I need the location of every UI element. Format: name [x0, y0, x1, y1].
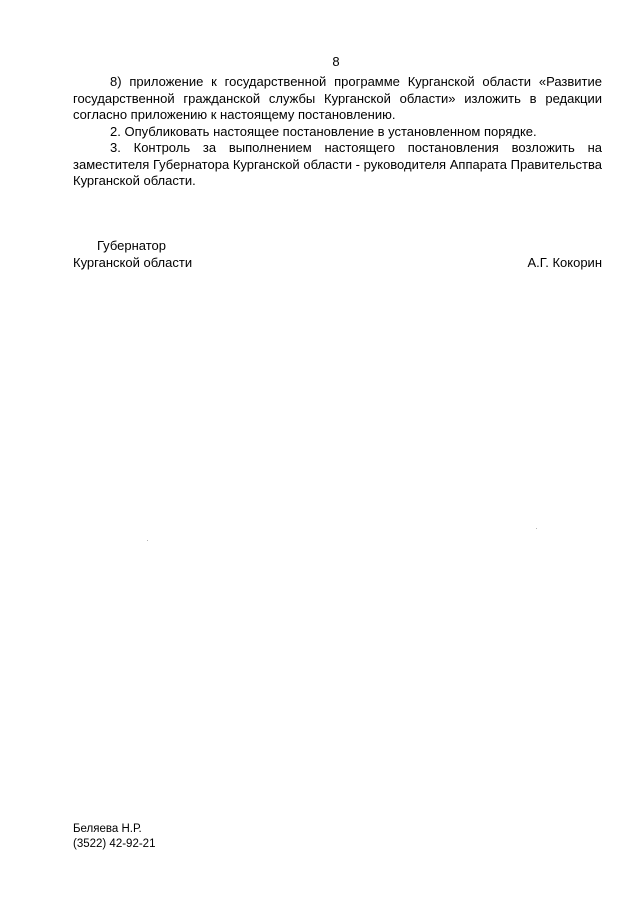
signature-title-line1: Губернатор [97, 238, 166, 253]
executor-footer [73, 822, 155, 852]
paragraph-publish: 2. Опубликовать настоящее постановление в установленном порядке. [110, 123, 537, 139]
signature-block [73, 238, 602, 271]
signature-name: А.Г. Кокорин [527, 254, 602, 270]
signature-row [73, 255, 602, 272]
document-body [73, 74, 602, 190]
scan-speck [147, 540, 148, 541]
signature-title-line2: Курганской области [73, 254, 193, 270]
executor-phone: (3522) 42-92-21 [73, 838, 156, 850]
scan-speck [536, 528, 537, 529]
executor-name: Беляева Н.Р. [73, 823, 142, 835]
paragraph-control: 3. Контроль за выполнением настоящего постановления возложить на заместителя Губернатора Курганской области - руководителя Аппарата Правительства Курганской области. [73, 140, 602, 188]
paragraph-appendix: 8) приложение к государственной программе Курганской области «Развитие государственной гражданской службы Курганской области» изложить в редакции согласно приложению к настоящему постановлению. [73, 74, 602, 122]
page-number: 8 [332, 54, 340, 69]
